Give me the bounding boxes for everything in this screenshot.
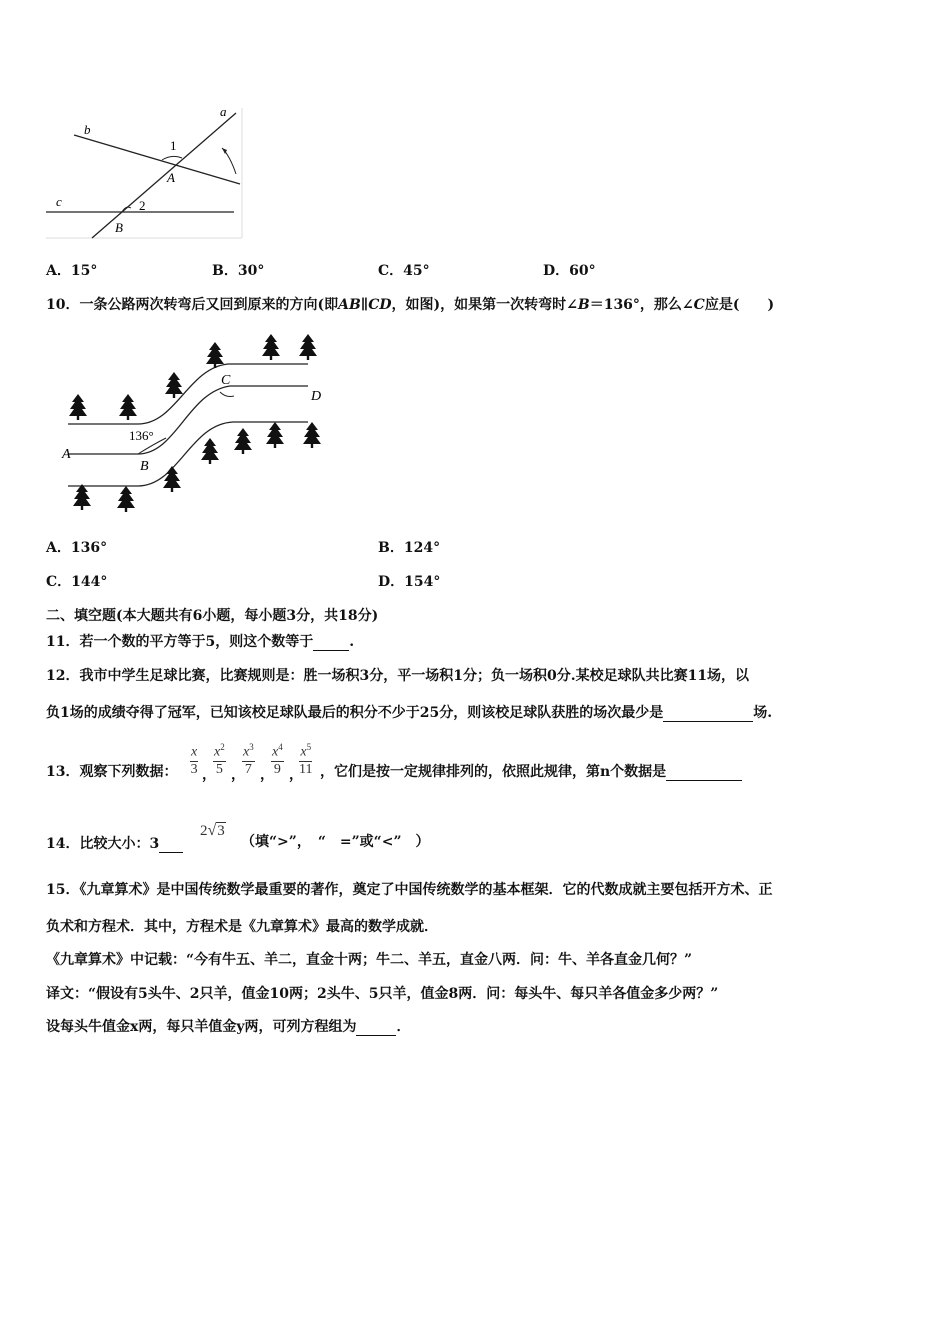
q10-label-D: D bbox=[311, 389, 322, 404]
q10-label-angle: 136° bbox=[129, 428, 154, 443]
q13-fraction-3: $\frac{x^3}{7}$ bbox=[243, 742, 254, 777]
q10-label-C: C bbox=[221, 373, 231, 388]
q13-fraction-1: $\frac{x}{3}$ bbox=[190, 742, 198, 778]
q13-label: 13．观察下列数据： bbox=[46, 764, 178, 780]
q10-label-B: B bbox=[140, 459, 149, 474]
q12-line1: 12．我市中学生足球比赛，比赛规则是：胜一场积3分，平一场积1分；负一场积0分.某校足球队共比赛11场，以 bbox=[46, 668, 750, 684]
q9-label-c: c bbox=[56, 194, 62, 209]
q15-line5: 设每头牛值金x两，每只羊值金y两，可列方程组为 ． bbox=[46, 1019, 411, 1035]
q15-line1: 15．《九章算术》是中国传统数学最重要的著作，奠定了中国传统数学的基本框架．它的代数成就主要包括开方术、正 bbox=[46, 882, 773, 898]
q12-line2: 负1场的成绩夺得了冠军，已知该校足球队最后的积分不少于25分，则该校足球队获胜的场次最少是 场. bbox=[46, 705, 773, 721]
q13-sep-2: ， bbox=[231, 767, 245, 783]
q13-fraction-5: $\frac{x^5}{11}$ bbox=[299, 742, 313, 777]
q9-label-1: 1 bbox=[170, 138, 177, 153]
q10-option-d: D．154° bbox=[378, 574, 441, 590]
section-title: 二、填空题(本大题共有6小题，每小题3分，共18分) bbox=[46, 608, 379, 624]
q9-label-b: b bbox=[84, 122, 91, 137]
q9-option-c: C．45° bbox=[378, 263, 430, 279]
q15-line4: 译文：“假设有5头牛、2只羊，值金10两；2头牛、5只羊，值金8两．问：每头牛、每只羊各值金多少两？” bbox=[46, 986, 719, 1002]
q9-label-a: a bbox=[220, 104, 227, 119]
q9-label-B: B bbox=[115, 220, 123, 235]
q13-fraction-2: $\frac{x^2}{5}$ bbox=[214, 742, 225, 777]
q10-option-a: A．136° bbox=[46, 540, 108, 556]
q13-sep-3: ， bbox=[260, 767, 274, 783]
q10-figure bbox=[58, 334, 333, 516]
q13-sep-4: ， bbox=[289, 767, 303, 783]
q10-option-b: B．124° bbox=[378, 540, 441, 556]
q9-option-d: D．60° bbox=[543, 263, 596, 279]
q9-option-b: B．30° bbox=[212, 263, 265, 279]
q9-figure bbox=[44, 104, 246, 242]
q13-sep-1: ， bbox=[202, 767, 216, 783]
q9-label-A: A bbox=[167, 170, 175, 185]
q10-option-c: C．144° bbox=[46, 574, 108, 590]
q15-line2: 负术和方程术．其中，方程术是《九章算术》最高的数学成就． bbox=[46, 919, 438, 935]
q15-line3: 《九章算术》中记载：“今有牛五、羊二，直金十两；牛二、羊五，直金八两．问：牛、羊各直金几何？” bbox=[46, 952, 693, 968]
q9-label-2: 2 bbox=[139, 198, 146, 213]
q10-label-A: A bbox=[62, 447, 71, 462]
q13-rest: ，它们是按一定规律排列的，依照此规律，第n个数据是 bbox=[320, 763, 742, 781]
q14-lhs: 14．比较大小：3 bbox=[46, 835, 183, 853]
q9-option-a: A．15° bbox=[46, 263, 98, 279]
q11: 11．若一个数的平方等于5，则这个数等于 . bbox=[46, 634, 355, 650]
q10-stem: 10．一条公路两次转弯后又回到原来的方向(即AB∥CD，如图)，如果第一次转弯时∠B＝136°，那么∠C应是( ) bbox=[46, 297, 775, 313]
q13-fraction-4: $\frac{x^4}{9}$ bbox=[272, 742, 283, 777]
q14-hint: （填“>”， “ =”或“<” ） bbox=[241, 834, 430, 850]
q14-rhs-radical: 2√3 bbox=[200, 822, 225, 839]
